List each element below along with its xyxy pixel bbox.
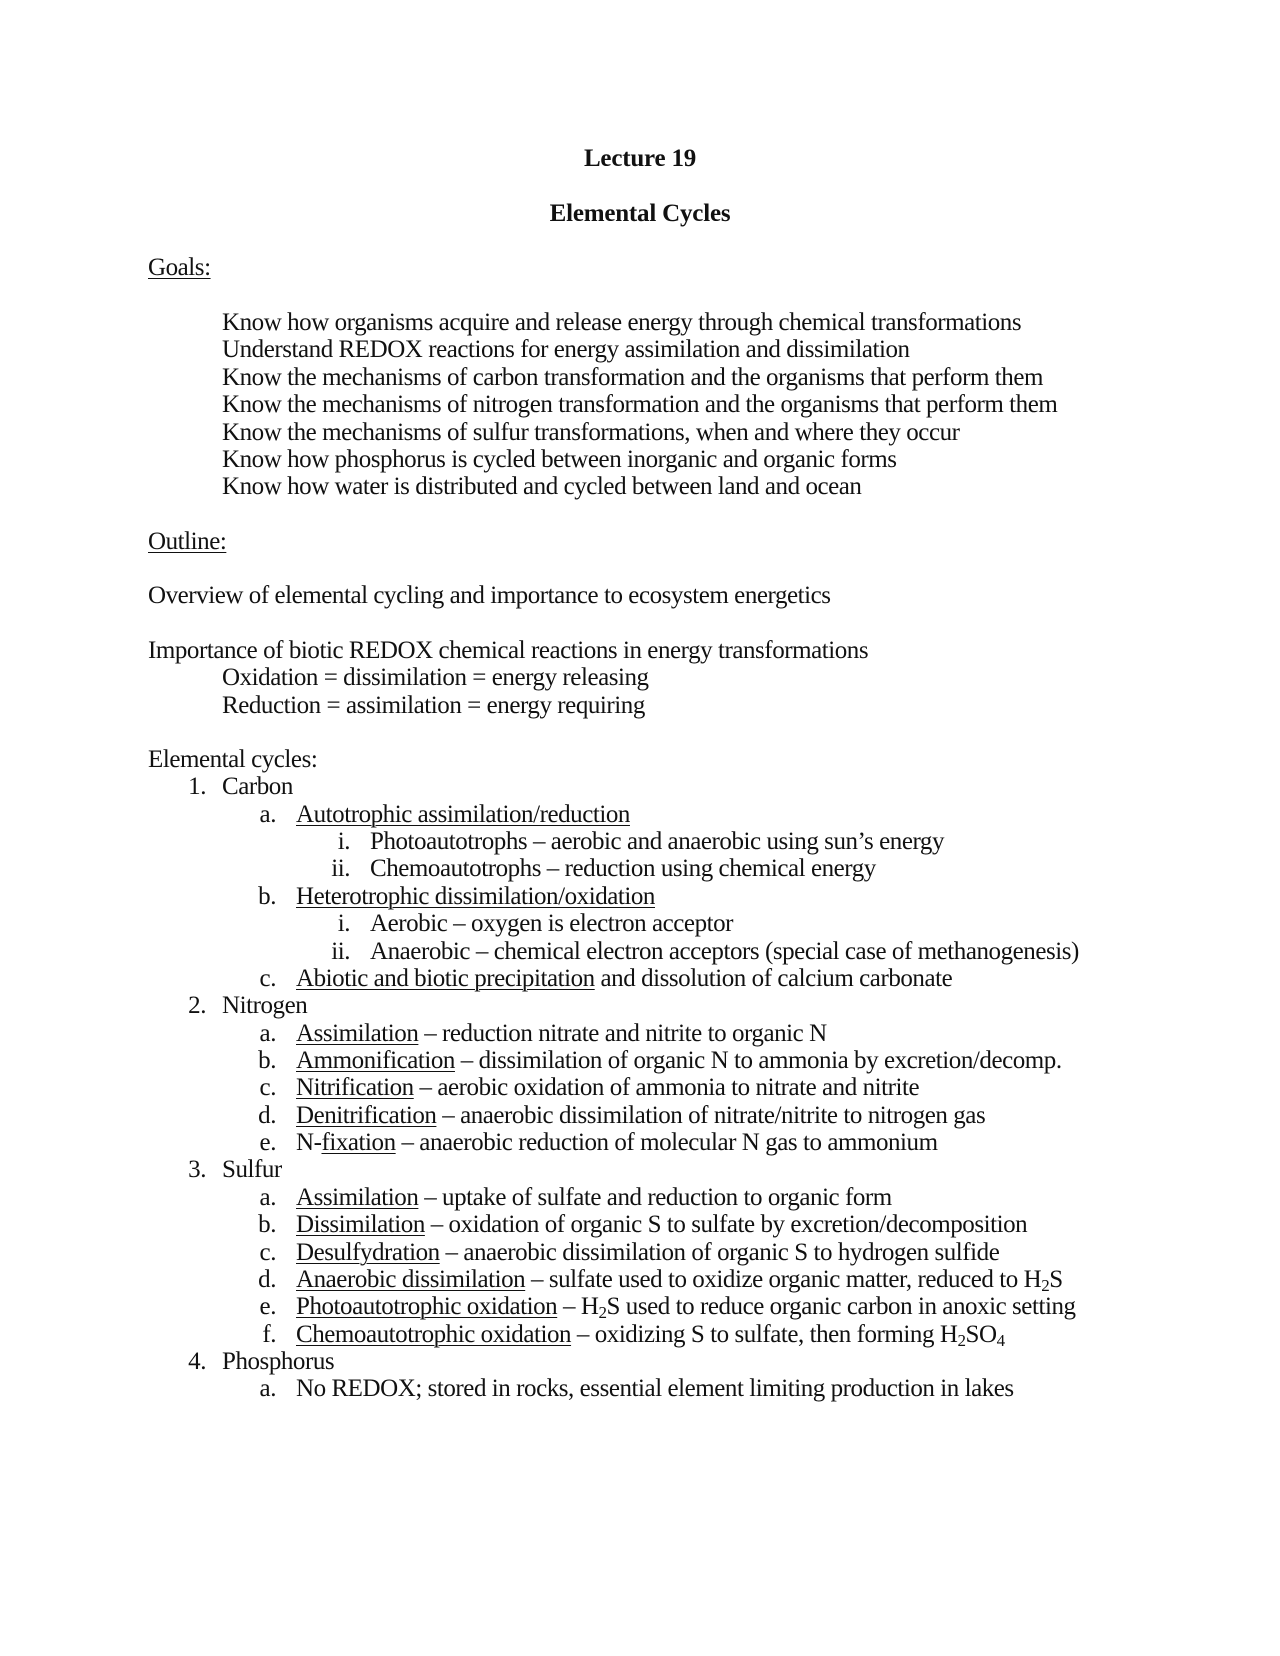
list-marker: 4. bbox=[188, 1348, 206, 1375]
list-marker: a. bbox=[259, 1020, 276, 1047]
cycles-heading: Elemental cycles: bbox=[148, 746, 318, 773]
term: Autotrophic assimilation/reduction bbox=[296, 801, 630, 828]
goal-item: Know how organisms acquire and release energy through chemical transformations bbox=[222, 309, 1022, 336]
list-marker: i. bbox=[337, 910, 350, 937]
term: Assimilation bbox=[296, 1184, 419, 1211]
term: fixation bbox=[321, 1129, 396, 1156]
item-text: – reduction nitrate and nitrite to organic N bbox=[418, 1020, 827, 1047]
item-text: Chemoautotrophs – reduction using chemical energy bbox=[370, 855, 876, 882]
item-text: – anaerobic dissimilation of nitrate/nitrite to nitrogen gas bbox=[436, 1102, 986, 1129]
list-marker: b. bbox=[258, 883, 276, 910]
list-marker: c. bbox=[259, 1239, 276, 1266]
item-text: Photoautotrophs – aerobic and anaerobic using sun’s energy bbox=[370, 828, 944, 855]
item-text: – oxidizing S to sulfate, then forming H bbox=[571, 1321, 958, 1348]
term: Dissimilation bbox=[296, 1211, 425, 1238]
item-text: – H bbox=[557, 1293, 599, 1320]
list-marker: a. bbox=[259, 1184, 276, 1211]
list-marker: ii. bbox=[331, 855, 350, 882]
goal-item: Know the mechanisms of sulfur transformations, when and where they occur bbox=[222, 419, 960, 446]
cycle-name: Nitrogen bbox=[222, 992, 308, 1019]
term: Denitrification bbox=[296, 1102, 437, 1129]
list-marker: 1. bbox=[188, 773, 206, 800]
term: Assimilation bbox=[296, 1020, 419, 1047]
list-marker: c. bbox=[259, 1074, 276, 1101]
page-subtitle: Elemental Cycles bbox=[549, 200, 731, 227]
list-marker: d. bbox=[258, 1102, 276, 1129]
term: Anaerobic dissimilation bbox=[296, 1266, 526, 1293]
item-text: Anaerobic – chemical electron acceptors (special case of methanogenesis) bbox=[370, 938, 1079, 965]
outline-heading: Outline: bbox=[148, 528, 227, 555]
cycle-name: Phosphorus bbox=[222, 1348, 335, 1375]
goal-item: Understand REDOX reactions for energy assimilation and dissimilation bbox=[222, 336, 910, 363]
term: Chemoautotrophic oxidation bbox=[296, 1321, 572, 1348]
cycle-name: Carbon bbox=[222, 773, 293, 800]
item-text-tail: SO bbox=[965, 1321, 997, 1348]
goal-item: Know the mechanisms of carbon transformation and the organisms that perform them bbox=[222, 364, 1043, 391]
term: Photoautotrophic oxidation bbox=[296, 1293, 558, 1320]
list-marker: e. bbox=[259, 1293, 276, 1320]
list-marker: c. bbox=[259, 965, 276, 992]
list-marker: 3. bbox=[188, 1156, 206, 1183]
goal-item: Know the mechanisms of nitrogen transformation and the organisms that perform them bbox=[222, 391, 1058, 418]
subscript: 2 bbox=[1041, 1276, 1050, 1295]
list-marker: d. bbox=[258, 1266, 276, 1293]
item-text: Aerobic – oxygen is electron acceptor bbox=[370, 910, 734, 937]
list-marker: b. bbox=[258, 1211, 276, 1238]
item-text-tail: S used to reduce organic carbon in anoxic setting bbox=[606, 1293, 1076, 1320]
term: Heterotrophic dissimilation/oxidation bbox=[296, 883, 655, 910]
item-prefix: N- bbox=[296, 1129, 322, 1156]
item-text: – sulfate used to oxidize organic matter, reduced to H bbox=[525, 1266, 1042, 1293]
subscript: 2 bbox=[957, 1331, 966, 1350]
subscript: 4 bbox=[996, 1331, 1005, 1350]
redox-heading: Importance of biotic REDOX chemical reactions in energy transformations bbox=[148, 637, 869, 664]
item-text: – aerobic oxidation of ammonia to nitrate and nitrite bbox=[413, 1074, 920, 1101]
term: Ammonification bbox=[296, 1047, 455, 1074]
redox-reduction: Reduction = assimilation = energy requiring bbox=[222, 692, 645, 719]
term: Nitrification bbox=[296, 1074, 414, 1101]
subscript: 2 bbox=[598, 1303, 607, 1322]
item-text: – dissimilation of organic N to ammonia by excretion/decomp. bbox=[454, 1047, 1062, 1074]
item-text: – anaerobic reduction of molecular N gas to ammonium bbox=[395, 1129, 938, 1156]
list-marker: ii. bbox=[331, 938, 350, 965]
item-text: – uptake of sulfate and reduction to organic form bbox=[418, 1184, 892, 1211]
item-text: No REDOX; stored in rocks, essential element limiting production in lakes bbox=[296, 1375, 1014, 1402]
list-marker: 2. bbox=[188, 992, 206, 1019]
list-marker: a. bbox=[259, 801, 276, 828]
goal-item: Know how phosphorus is cycled between inorganic and organic forms bbox=[222, 446, 897, 473]
item-text: – oxidation of organic S to sulfate by excretion/decomposition bbox=[424, 1211, 1028, 1238]
list-marker: a. bbox=[259, 1375, 276, 1402]
redox-oxidation: Oxidation = dissimilation = energy releasing bbox=[222, 664, 649, 691]
cycle-name: Sulfur bbox=[222, 1156, 282, 1183]
outline-overview: Overview of elemental cycling and importance to ecosystem energetics bbox=[148, 582, 831, 609]
list-marker: e. bbox=[259, 1129, 276, 1156]
goals-heading: Goals: bbox=[148, 254, 211, 281]
page-title: Lecture 19 bbox=[583, 145, 697, 172]
list-marker: b. bbox=[258, 1047, 276, 1074]
item-text: – anaerobic dissimilation of organic S to hydrogen sulfide bbox=[439, 1239, 1000, 1266]
term: Abiotic and biotic precipitation bbox=[296, 965, 595, 992]
item-text: and dissolution of calcium carbonate bbox=[594, 965, 953, 992]
term: Desulfydration bbox=[296, 1239, 440, 1266]
item-text-tail: S bbox=[1049, 1266, 1063, 1293]
list-marker: f. bbox=[262, 1321, 276, 1348]
list-marker: i. bbox=[337, 828, 350, 855]
goal-item: Know how water is distributed and cycled between land and ocean bbox=[222, 473, 862, 500]
